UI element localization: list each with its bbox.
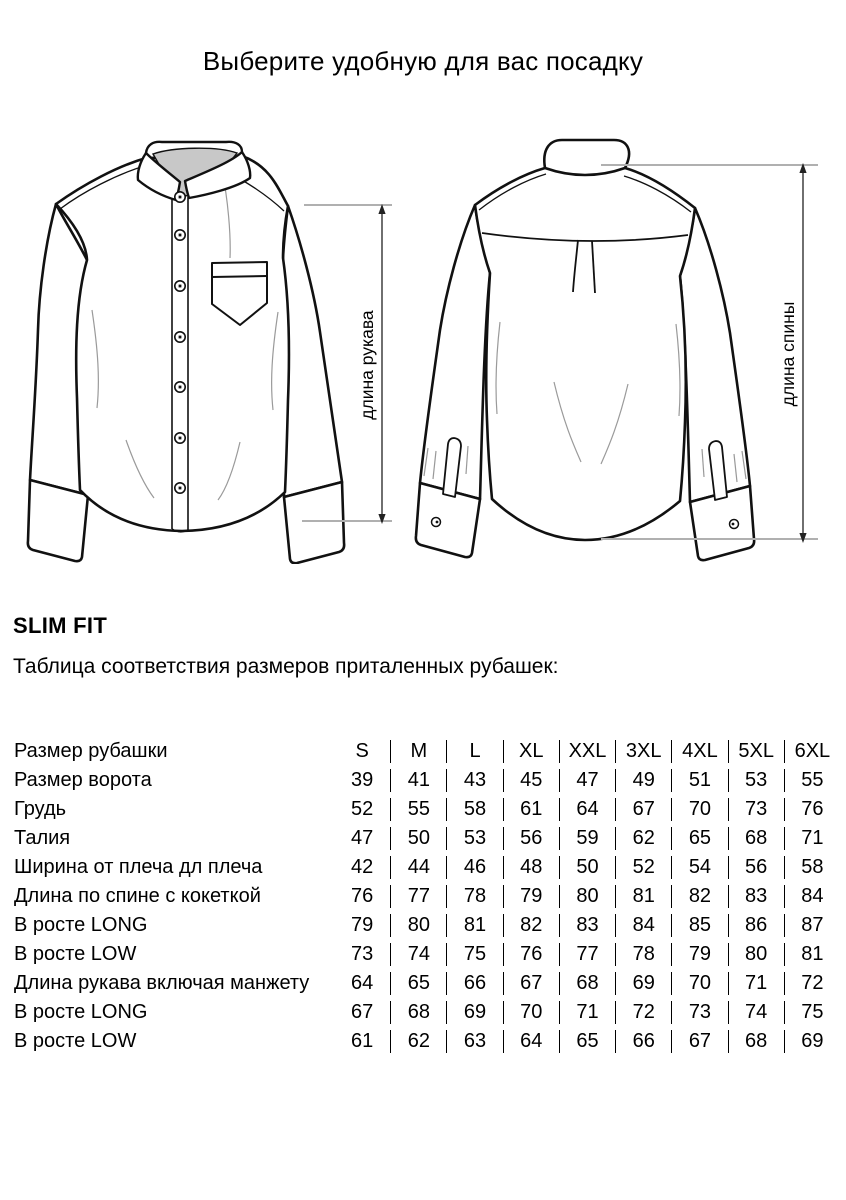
row-label: Длина по спине с кокеткой [14, 885, 261, 907]
extension-line-back-bottom [601, 538, 818, 540]
value-cell: 68 [728, 827, 784, 850]
value-cell: 42 [350, 856, 374, 878]
value-cell: 53 [728, 769, 784, 792]
table-row [12, 998, 840, 1027]
fit-heading: SLIM FIT [13, 613, 108, 638]
value-cell: 83 [728, 885, 784, 908]
size-header-cell: 6XL [784, 740, 840, 763]
table-row [12, 911, 840, 940]
value-cell: 66 [446, 972, 502, 995]
value-cell: 84 [784, 885, 840, 908]
row-label: Длина рукава включая манжету [14, 972, 310, 994]
value-cell: 81 [446, 914, 502, 937]
value-cell: 67 [671, 1030, 727, 1053]
value-cell: 59 [559, 827, 615, 850]
value-cell: 63 [446, 1030, 502, 1053]
value-cell: 77 [559, 943, 615, 966]
value-cell: 69 [615, 972, 671, 995]
value-cell: 69 [446, 1001, 502, 1024]
table-header-row [12, 737, 840, 766]
front-pocket-flap-line [212, 276, 267, 277]
size-header-cell: 4XL [671, 740, 727, 763]
value-cell: 81 [784, 943, 840, 966]
row-label: В росте LOW [14, 943, 137, 965]
value-cell: 70 [503, 1001, 559, 1024]
value-cell: 73 [728, 798, 784, 821]
table-row [12, 1027, 840, 1056]
value-cell: 48 [503, 856, 559, 879]
value-cell: 77 [390, 885, 446, 908]
value-cell: 82 [671, 885, 727, 908]
back-body [475, 168, 695, 540]
value-cell: 69 [784, 1030, 840, 1053]
table-row [12, 969, 840, 998]
value-cell: 62 [615, 827, 671, 850]
value-cell: 54 [671, 856, 727, 879]
value-cell: 68 [390, 1001, 446, 1024]
fit-subtitle: Таблица соответствия размеров приталенных рубашек: [13, 655, 559, 678]
value-cell: 46 [446, 856, 502, 879]
value-cell: 68 [559, 972, 615, 995]
back-collar-band [544, 140, 629, 175]
size-header-cell: XXL [559, 740, 615, 763]
value-cell: 61 [503, 798, 559, 821]
shirt-back-drawing [404, 132, 776, 568]
value-cell: 50 [390, 827, 446, 850]
value-cell: 52 [615, 856, 671, 879]
value-cell: 85 [671, 914, 727, 937]
row-label: Ширина от плеча дл плеча [14, 856, 263, 878]
value-cell: 73 [350, 943, 374, 965]
value-cell: 56 [728, 856, 784, 879]
value-cell: 79 [503, 885, 559, 908]
value-cell: 78 [446, 885, 502, 908]
value-cell: 67 [350, 1001, 374, 1023]
extension-line-back-top [601, 164, 818, 166]
value-cell: 75 [784, 1001, 840, 1024]
value-cell: 84 [615, 914, 671, 937]
value-cell: 65 [390, 972, 446, 995]
value-cell: 47 [350, 827, 374, 849]
size-header-cell: 5XL [728, 740, 784, 763]
size-header-cell: M [390, 740, 446, 763]
value-cell: 71 [559, 1001, 615, 1024]
value-cell: 76 [350, 885, 374, 907]
value-cell: 70 [671, 972, 727, 995]
back-length-label: длина спины [778, 301, 798, 407]
value-cell: 53 [446, 827, 502, 850]
row-label: В росте LONG [14, 914, 148, 936]
value-cell: 64 [350, 972, 374, 994]
value-cell: 65 [671, 827, 727, 850]
value-cell: 74 [728, 1001, 784, 1024]
value-cell: 79 [350, 914, 374, 936]
table-row [12, 853, 840, 882]
value-cell: 81 [615, 885, 671, 908]
value-cell: 74 [390, 943, 446, 966]
front-left-cuff [28, 480, 88, 561]
value-cell: 80 [559, 885, 615, 908]
value-cell: 43 [446, 769, 502, 792]
size-header-cell: XL [503, 740, 559, 763]
value-cell: 72 [615, 1001, 671, 1024]
value-cell: 44 [390, 856, 446, 879]
table-row [12, 824, 840, 853]
value-cell: 55 [784, 769, 840, 792]
size-header-cell: S [355, 740, 369, 762]
row-label: В росте LOW [14, 1030, 137, 1052]
value-cell: 67 [503, 972, 559, 995]
value-cell: 75 [446, 943, 502, 966]
value-cell: 61 [350, 1030, 374, 1052]
value-cell: 50 [559, 856, 615, 879]
row-label: В росте LONG [14, 1001, 148, 1023]
value-cell: 79 [671, 943, 727, 966]
value-cell: 76 [503, 943, 559, 966]
value-cell: 64 [559, 798, 615, 821]
size-header-cell: L [446, 740, 502, 763]
front-right-cuff [284, 482, 344, 563]
row-label: Грудь [14, 798, 67, 820]
size-header-cell: 3XL [615, 740, 671, 763]
table-row [12, 795, 840, 824]
value-cell: 71 [784, 827, 840, 850]
row-label: Талия [14, 827, 71, 849]
table-row [12, 766, 840, 795]
value-cell: 49 [615, 769, 671, 792]
value-cell: 58 [784, 856, 840, 879]
value-cell: 71 [728, 972, 784, 995]
value-cell: 78 [615, 943, 671, 966]
value-cell: 86 [728, 914, 784, 937]
value-cell: 58 [446, 798, 502, 821]
row-label: Размер рубашки [14, 740, 168, 762]
table-row [12, 882, 840, 911]
table-row [12, 940, 840, 969]
value-cell: 39 [350, 769, 374, 791]
value-cell: 83 [559, 914, 615, 937]
value-cell: 41 [390, 769, 446, 792]
value-cell: 80 [390, 914, 446, 937]
value-cell: 51 [671, 769, 727, 792]
value-cell: 80 [728, 943, 784, 966]
shirt-front-drawing [26, 140, 348, 564]
value-cell: 52 [350, 798, 374, 820]
value-cell: 68 [728, 1030, 784, 1053]
page-title: Выберите удобную для вас посадку [202, 46, 644, 76]
value-cell: 73 [671, 1001, 727, 1024]
value-cell: 56 [503, 827, 559, 850]
size-table [12, 737, 840, 1056]
value-cell: 87 [784, 914, 840, 937]
front-right-sleeve [283, 206, 342, 497]
value-cell: 47 [559, 769, 615, 792]
value-cell: 76 [784, 798, 840, 821]
value-cell: 45 [503, 769, 559, 792]
value-cell: 66 [615, 1030, 671, 1053]
value-cell: 70 [671, 798, 727, 821]
row-label: Размер ворота [14, 769, 152, 791]
value-cell: 82 [503, 914, 559, 937]
value-cell: 65 [559, 1030, 615, 1053]
value-cell: 64 [503, 1030, 559, 1053]
sleeve-length-label: длина рукава [357, 310, 377, 420]
value-cell: 67 [615, 798, 671, 821]
value-cell: 72 [784, 972, 840, 995]
value-cell: 62 [390, 1030, 446, 1053]
value-cell: 55 [390, 798, 446, 821]
